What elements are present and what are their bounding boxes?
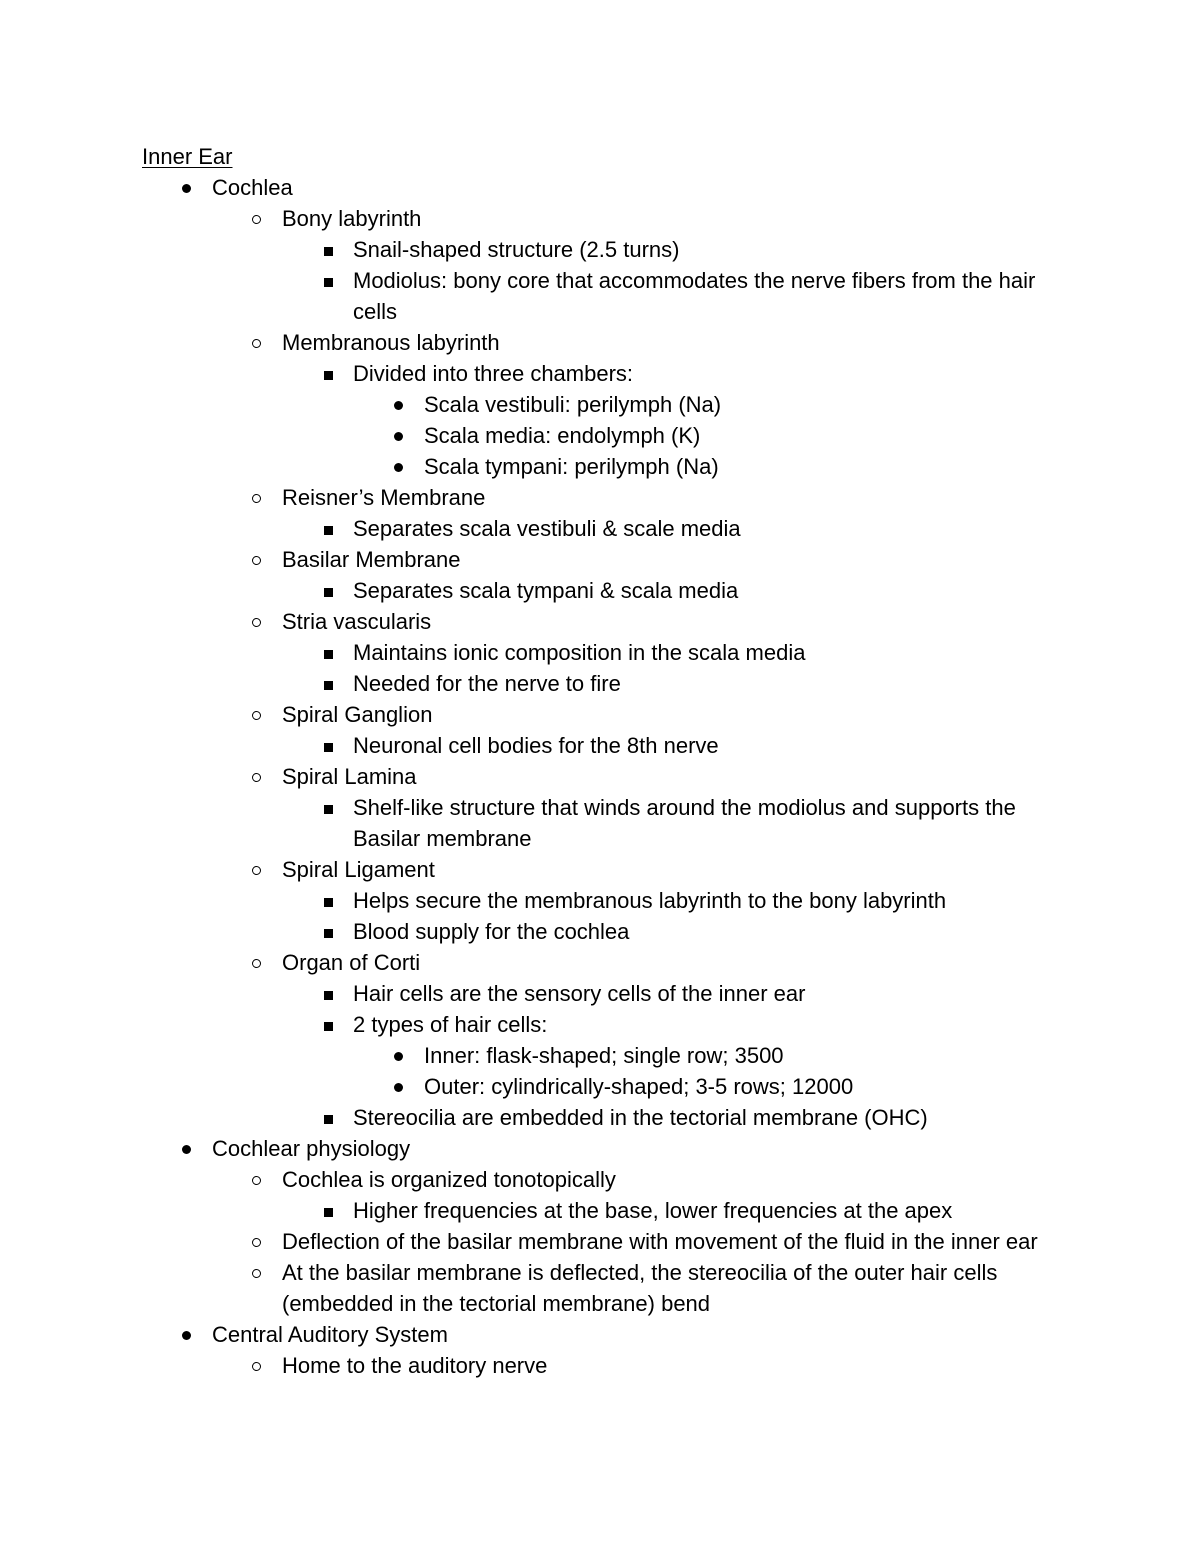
list-item-text: At the basilar membrane is deflected, the stereocilia of the outer hair cells (embedded in the tectorial membrane) bend: [282, 1260, 998, 1316]
square-bullet-icon: [321, 792, 337, 823]
list-item: [142, 854, 1062, 885]
list-item: [142, 358, 1062, 389]
list-item: [142, 575, 1062, 606]
hollow-circle-bullet-icon: [250, 482, 266, 513]
list-item-text: Cochlear physiology: [212, 1136, 411, 1161]
list-item-text: Spiral Ligament: [282, 857, 435, 882]
filled-circle-bullet-icon: [180, 1133, 196, 1164]
filled-circle-bullet-icon: [392, 420, 408, 451]
square-bullet-icon: [321, 730, 337, 761]
list-item-text: Maintains ionic composition in the scala media: [353, 640, 806, 665]
square-bullet-icon: [321, 358, 337, 389]
square-bullet-icon: [321, 885, 337, 916]
list-item-text: Helps secure the membranous labyrinth to the bony labyrinth: [353, 888, 947, 913]
square-bullet-icon: [321, 637, 337, 668]
filled-circle-bullet-icon: [180, 1319, 196, 1350]
list-item: [142, 389, 1062, 420]
list-item: [142, 327, 1062, 358]
list-item-text: Reisner’s Membrane: [282, 485, 486, 510]
list-item: [142, 978, 1062, 1009]
hollow-circle-bullet-icon: [250, 1257, 266, 1288]
list-item: [142, 792, 1062, 854]
square-bullet-icon: [321, 513, 337, 544]
list-item: [142, 637, 1062, 668]
list-item-text: Central Auditory System: [212, 1322, 448, 1347]
hollow-circle-bullet-icon: [250, 203, 266, 234]
hollow-circle-bullet-icon: [250, 327, 266, 358]
square-bullet-icon: [321, 234, 337, 265]
list-item-text: Scala media: endolymph (K): [424, 423, 701, 448]
list-item: [142, 1009, 1062, 1040]
list-item: [142, 916, 1062, 947]
document-body: [142, 141, 1062, 1381]
list-item: [142, 234, 1062, 265]
list-item-text: Organ of Corti: [282, 950, 421, 975]
list-item-text: Deflection of the basilar membrane with movement of the fluid in the inner ear: [282, 1229, 1038, 1254]
list-item: [142, 1102, 1062, 1133]
list-item-text: Hair cells are the sensory cells of the inner ear: [353, 981, 806, 1006]
list-item: [142, 606, 1062, 637]
list-item-text: Higher frequencies at the base, lower frequencies at the apex: [353, 1198, 953, 1223]
square-bullet-icon: [321, 1102, 337, 1133]
list-item: [142, 885, 1062, 916]
list-item-text: Cochlea is organized tonotopically: [282, 1167, 616, 1192]
list-item-text: Snail-shaped structure (2.5 turns): [353, 237, 680, 262]
list-item: [142, 420, 1062, 451]
square-bullet-icon: [321, 1195, 337, 1226]
list-item-text: Modiolus: bony core that accommodates the nerve fibers from the hair cells: [353, 268, 1036, 324]
hollow-circle-bullet-icon: [250, 1350, 266, 1381]
hollow-circle-bullet-icon: [250, 761, 266, 792]
square-bullet-icon: [321, 575, 337, 606]
list-item-text: Membranous labyrinth: [282, 330, 500, 355]
list-item: [142, 1164, 1062, 1195]
bullet-outline: [142, 172, 1062, 1381]
list-item: [142, 1040, 1062, 1071]
square-bullet-icon: [321, 978, 337, 1009]
list-item: [142, 947, 1062, 978]
list-item-text: Scala tympani: perilymph (Na): [424, 454, 719, 479]
list-item: [142, 1195, 1062, 1226]
list-item-text: Separates scala vestibuli & scale media: [353, 516, 741, 541]
list-item-text: Bony labyrinth: [282, 206, 422, 231]
list-item: [142, 730, 1062, 761]
filled-circle-bullet-icon: [392, 389, 408, 420]
list-item-text: Stereocilia are embedded in the tectorial membrane (OHC): [353, 1105, 928, 1130]
list-item: [142, 1133, 1062, 1164]
list-item: [142, 761, 1062, 792]
list-item: [142, 172, 1062, 203]
list-item: [142, 1257, 1062, 1319]
square-bullet-icon: [321, 668, 337, 699]
list-item-text: Needed for the nerve to fire: [353, 671, 621, 696]
list-item: [142, 699, 1062, 730]
list-item-text: Home to the auditory nerve: [282, 1353, 548, 1378]
list-item: [142, 1071, 1062, 1102]
square-bullet-icon: [321, 1009, 337, 1040]
hollow-circle-bullet-icon: [250, 606, 266, 637]
hollow-circle-bullet-icon: [250, 1226, 266, 1257]
list-item-text: 2 types of hair cells:: [353, 1012, 548, 1037]
list-item-text: Scala vestibuli: perilymph (Na): [424, 392, 722, 417]
square-bullet-icon: [321, 916, 337, 947]
list-item-text: Separates scala tympani & scala media: [353, 578, 739, 603]
list-item-text: Shelf-like structure that winds around the modiolus and supports the Basilar membrane: [353, 795, 1016, 851]
list-item: [142, 1350, 1062, 1381]
list-item: [142, 203, 1062, 234]
filled-circle-bullet-icon: [392, 1071, 408, 1102]
list-item: [142, 1319, 1062, 1350]
hollow-circle-bullet-icon: [250, 1164, 266, 1195]
hollow-circle-bullet-icon: [250, 699, 266, 730]
list-item-text: Spiral Lamina: [282, 764, 417, 789]
filled-circle-bullet-icon: [180, 172, 196, 203]
list-item-text: Inner: flask-shaped; single row; 3500: [424, 1043, 784, 1068]
list-item-text: Spiral Ganglion: [282, 702, 433, 727]
square-bullet-icon: [321, 265, 337, 296]
list-item: [142, 1226, 1062, 1257]
list-item: [142, 668, 1062, 699]
list-item: [142, 451, 1062, 482]
list-item-text: Divided into three chambers:: [353, 361, 634, 386]
filled-circle-bullet-icon: [392, 1040, 408, 1071]
hollow-circle-bullet-icon: [250, 854, 266, 885]
page-title: Inner Ear: [142, 144, 233, 169]
list-item-text: Blood supply for the cochlea: [353, 919, 630, 944]
hollow-circle-bullet-icon: [250, 544, 266, 575]
list-item-text: Basilar Membrane: [282, 547, 461, 572]
list-item-text: Outer: cylindrically-shaped; 3-5 rows; 12000: [424, 1074, 854, 1099]
list-item: [142, 265, 1062, 327]
list-item-text: Neuronal cell bodies for the 8th nerve: [353, 733, 719, 758]
list-item: [142, 544, 1062, 575]
list-item: [142, 513, 1062, 544]
filled-circle-bullet-icon: [392, 451, 408, 482]
list-item-text: Stria vascularis: [282, 609, 432, 634]
list-item-text: Cochlea: [212, 175, 293, 200]
hollow-circle-bullet-icon: [250, 947, 266, 978]
list-item: [142, 482, 1062, 513]
